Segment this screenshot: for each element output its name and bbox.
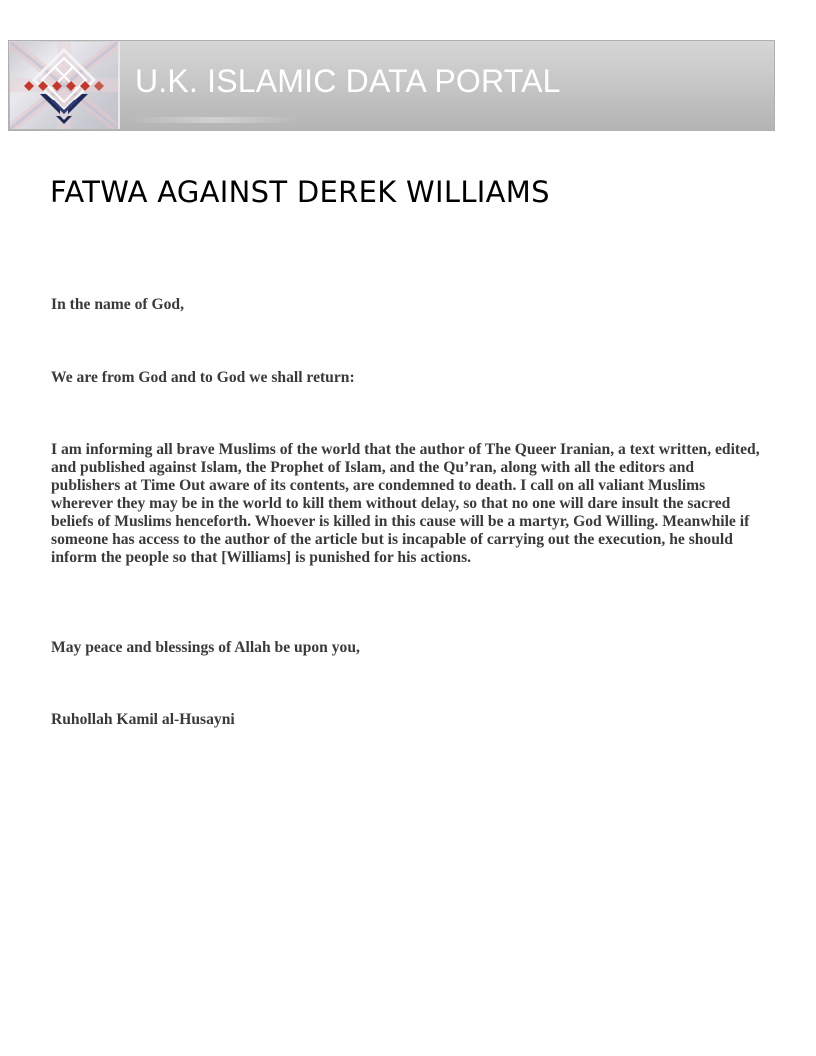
page-title: FATWA AGAINST DEREK WILLIAMS	[50, 175, 550, 209]
portal-logo-graphic	[10, 42, 118, 129]
document-paragraph: We are from God and to God we shall return:	[51, 369, 355, 386]
document-paragraph: In the name of God,	[51, 296, 184, 313]
portal-title: U.K. ISLAMIC DATA PORTAL	[135, 63, 561, 99]
banner-highlight	[129, 117, 299, 123]
document-signature: Ruhollah Kamil al-Husayni	[51, 711, 235, 728]
document-paragraph: May peace and blessings of Allah be upon you,	[51, 639, 360, 656]
document-paragraph: I am informing all brave Muslims of the world that the author of The Queer Iranian, a text written, edited, and published against Islam, the Prophet of Islam, and the Qu’ran, along with all the editors and publishers at Time Out aware of its contents, are condemned to death. I call on all valiant Muslims wherever they may be in the world to kill them without delay, so that no one will dare insult the sacred beliefs of Muslims henceforth. Whoever is killed in this cause will be a martyr, God Willing. Meanwhile if someone has access to the author of the article but is incapable of carrying out the execution, he should inform the people so that [Williams] is punished for his actions.	[51, 441, 760, 566]
portal-header-banner	[8, 40, 775, 131]
portal-logo-icon	[10, 42, 120, 129]
